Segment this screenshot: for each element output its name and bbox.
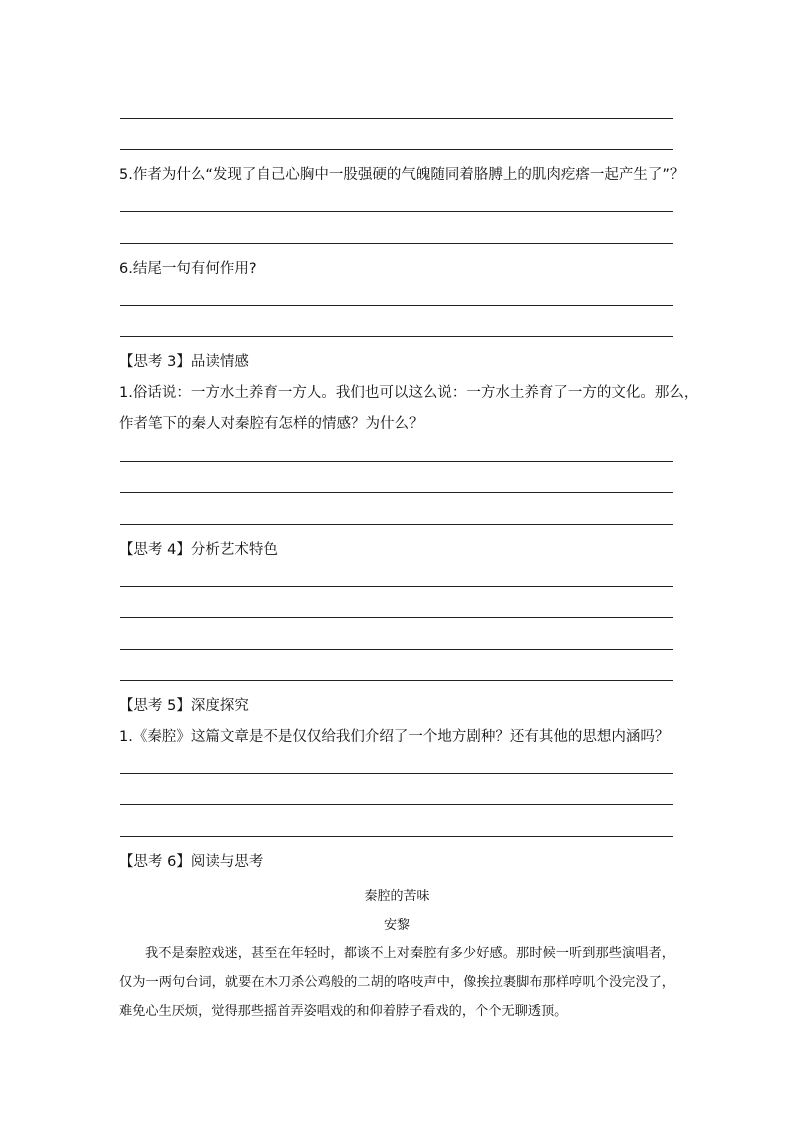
answer-line <box>120 492 673 493</box>
answer-line <box>120 211 673 212</box>
answer-line <box>120 680 673 681</box>
think6-heading: 【思考 6】阅读与思考 <box>119 854 264 870</box>
think3-heading: 【思考 3】品读情感 <box>119 354 249 370</box>
answer-line <box>120 524 673 525</box>
answer-line <box>120 243 673 244</box>
answer-line <box>120 461 673 462</box>
answer-line <box>120 649 673 650</box>
essay-author: 安黎 <box>383 918 410 933</box>
answer-line <box>120 336 673 337</box>
essay-title: 秦腔的苦味 <box>364 889 430 904</box>
think3-question-line1: 1.俗话说：一方水土养育一方人。我们也可以这么说：一方水土养育了一方的文化。那么， <box>119 385 699 401</box>
question-6: 6.结尾一句有何作用? <box>119 261 257 277</box>
answer-line <box>120 586 673 587</box>
think5-question: 1.《秦腔》这篇文章是不是仅仅给我们介绍了一个地方剧种？还有其他的思想内涵吗？ <box>119 729 670 745</box>
question-5: 5.作者为什么“发现了自己心胸中一股强硬的气魄随同着胳膊上的肌肉疙瘩一起产生了”？ <box>119 167 685 183</box>
essay-paragraph: 我不是秦腔戏迷，甚至在年轻时，都谈不上对秦腔有多少好感。那时候一听到那些演唱者，仅为一两句台词，就要在木刀杀公鸡般的二胡的咯吱声中，像挨拉裹脚布那样哼叽个没完没了，难免心生厌烦，觉得那些摇首弄姿唱戏的和仰着脖子看戏的，个个无聊透顶。 <box>119 946 675 1019</box>
think5-heading: 【思考 5】深度探究 <box>119 698 249 714</box>
answer-line <box>120 773 673 774</box>
answer-line <box>120 305 673 306</box>
answer-line <box>120 836 673 837</box>
answer-line <box>120 804 673 805</box>
answer-line <box>120 149 673 150</box>
think3-question-line2: 作者笔下的秦人对秦腔有怎样的情感？为什么？ <box>119 416 424 432</box>
answer-line <box>120 118 673 119</box>
answer-line <box>120 617 673 618</box>
think4-heading: 【思考 4】分析艺术特色 <box>119 542 278 558</box>
